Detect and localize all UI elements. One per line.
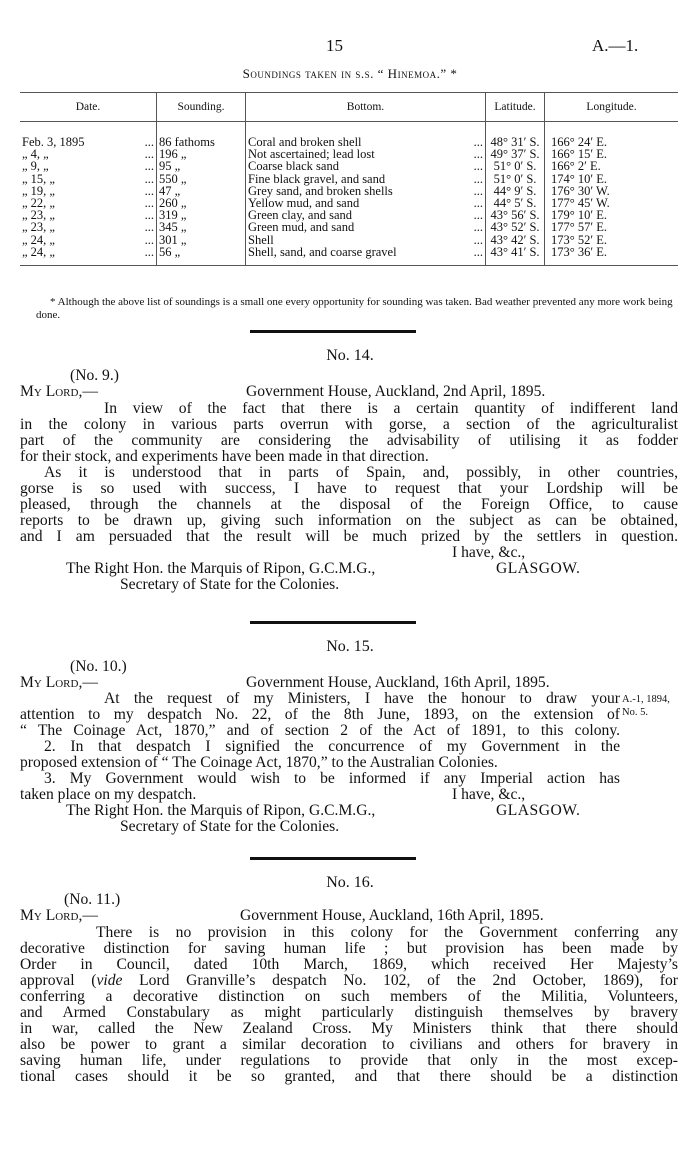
latitude-cell-text: 43° 56′ S.	[490, 208, 540, 223]
signature: GLASGOW.	[496, 802, 581, 819]
leader-dots: ...	[144, 196, 154, 211]
latitude-cell-text: 43° 42′ S.	[490, 232, 540, 247]
sounding-cell-text: 95 „	[159, 159, 181, 174]
bottom-cell-text: Not ascertained; lead lost	[248, 147, 375, 162]
addressee-title: Secretary of State for the Colonies.	[120, 818, 340, 835]
leader-dots: ...	[473, 183, 483, 198]
addressee-title: Secretary of State for the Colonies.	[120, 576, 340, 593]
column-header-sounding: Sounding.	[157, 93, 246, 122]
leader-dots: ...	[473, 220, 483, 235]
latitude-cell-text: 48° 31′ S.	[490, 135, 540, 149]
latitude-cell-text: 51° 0′ S.	[493, 159, 537, 174]
body-line: 3. My Government would wish to be informed if any Imperial action has	[44, 770, 620, 787]
closing: I have, &c.,	[452, 786, 526, 803]
column-header-longitude: Longitude.	[545, 93, 679, 122]
longitude-cell-text: 179° 10′ E.	[551, 208, 607, 223]
body-line: conferring a decorative distinction on such members of the Militia, Volunteers,	[20, 988, 678, 1005]
latitude-cell-text: 43° 52′ S.	[490, 220, 540, 235]
date-cell-text: „ 24, „	[22, 232, 55, 247]
leader-dots: ...	[144, 244, 154, 259]
sounding-cell-text: 47 „	[159, 183, 181, 198]
body-line: gorse is so used with success, I have to request that your Lordship will be	[20, 480, 678, 497]
leader-dots: ...	[473, 135, 483, 149]
body-line: taken place on my despatch.	[20, 786, 197, 803]
column-header-date: Date.	[20, 93, 157, 122]
latitude-cell-text: 44° 5′ S.	[493, 196, 537, 211]
sounding-cell-text: 86 fathoms	[159, 135, 215, 149]
date-cell-text: „ 22, „	[22, 196, 55, 211]
body-line: “ The Coinage Act, 1870,” and of section 2 of the Act of 1891, to this colony.	[20, 722, 620, 739]
leader-dots: ...	[144, 147, 154, 162]
sounding-cell-text: 260 „	[159, 196, 187, 211]
document-reference: A.—1.	[592, 36, 639, 55]
body-line: As it is understood that in parts of Spain, and, possibly, in other countries,	[44, 464, 678, 481]
bottom-cell-text: Coarse black sand	[248, 159, 339, 174]
leader-dots: ...	[473, 147, 483, 162]
leader-dots: ...	[144, 220, 154, 235]
body-line	[20, 973, 678, 989]
longitude-cell-text: 174° 10′ E.	[551, 171, 607, 186]
latitude-cell-text: 51° 0′ S.	[493, 171, 537, 186]
bottom-cell-text: Shell, sand, and coarse gravel	[248, 244, 397, 259]
latitude-cell	[486, 246, 545, 266]
letter-heading: No. 16.	[326, 874, 374, 891]
date-cell-text: „ 19, „	[22, 183, 55, 198]
sounding-cell	[157, 246, 246, 266]
sounding-cell-text: 345 „	[159, 220, 187, 235]
salutation: My Lord,—	[20, 907, 98, 924]
latitude-cell-text: 43° 41′ S.	[490, 244, 540, 259]
signature: GLASGOW.	[496, 560, 581, 577]
date-cell-text: „ 15, „	[22, 171, 55, 186]
salutation: My Lord,—	[20, 383, 98, 400]
body-line: pleased, through the channels at the disposal of the Foreign Office, to cause	[20, 496, 678, 513]
longitude-cell-text: 177° 57′ E.	[551, 220, 607, 235]
leader-dots: ...	[144, 232, 154, 247]
body-line: tional cases should it be so granted, and that there should be a distinction	[20, 1068, 678, 1085]
section-divider	[250, 330, 416, 333]
latitude-cell-text: 44° 9′ S.	[493, 183, 537, 198]
addressee: The Right Hon. the Marquis of Ripon, G.C.M.G.,	[66, 560, 376, 577]
bottom-cell-text: Shell	[248, 232, 274, 247]
body-line: part of the community are considering the advisability of utilising it as fodder	[20, 432, 678, 449]
longitude-cell-text: 166° 24′ E.	[551, 135, 607, 149]
body-line: in the colony in various parts overrun with gorse, a section of the agriculturalist	[20, 416, 678, 433]
body-line: and Armed Constabulary as might particularly distinguish themselves by bravery	[20, 1004, 678, 1021]
longitude-cell	[545, 246, 679, 266]
body-line: for their stock, and experiments have been made in that direction.	[20, 448, 429, 465]
body-line: and I am persuaded that the result will be much prized by the settlers in question.	[20, 528, 678, 545]
bottom-cell-text: Grey sand, and broken shells	[248, 183, 393, 198]
longitude-cell-text: 176° 30′ W.	[551, 183, 610, 198]
despatch-number: (No. 10.)	[70, 658, 127, 675]
sounding-cell-text: 301 „	[159, 232, 187, 247]
addressee: The Right Hon. the Marquis of Ripon, G.C.M.G.,	[66, 802, 376, 819]
sounding-cell-text: 196 „	[159, 147, 187, 162]
date-cell-text: „ 23, „	[22, 208, 55, 223]
place-date: Government House, Auckland, 16th April, 1895.	[240, 907, 544, 924]
date-cell-text: „ 9, „	[22, 159, 49, 174]
soundings-footnote: * Although the above list of soundings is a small one every opportunity for sounding was taken. Bad weather prevented any more work being done.	[36, 296, 673, 321]
latitude-cell-text: 49° 37′ S.	[490, 147, 540, 162]
salutation: My Lord,—	[20, 674, 98, 691]
body-line: saving human life, under regulations to provide that only in the most excep-	[20, 1052, 678, 1069]
bottom-cell	[246, 246, 486, 266]
body-text: Lord Granville’s despatch No. 102, of the 2nd October, 1869), for	[122, 972, 678, 989]
body-line: also be power to grant a similar decoration to civilians and others for bravery in	[20, 1036, 678, 1053]
sounding-cell-text: 56 „	[159, 244, 181, 259]
bottom-cell-text: Green mud, and sand	[248, 220, 355, 235]
date-cell-text: Feb. 3, 1895	[22, 135, 85, 149]
date-cell-text: „ 4, „	[22, 147, 49, 162]
body-line: In view of the fact that there is a certain quantity of indifferent land	[104, 400, 678, 417]
leader-dots: ...	[144, 135, 154, 149]
column-header-latitude: Latitude.	[486, 93, 545, 122]
body-line: 2. In that despatch I signified the concurrence of my Government in the	[44, 738, 620, 755]
place-date: Government House, Auckland, 2nd April, 1895.	[246, 383, 546, 400]
leader-dots: ...	[473, 232, 483, 247]
page-number: 15	[326, 36, 343, 55]
body-line: attention to my despatch No. 22, of the 8th June, 1893, on the extension of	[20, 706, 620, 723]
despatch-number: (No. 9.)	[70, 367, 119, 384]
date-cell-text: „ 23, „	[22, 220, 55, 235]
leader-dots: ...	[473, 208, 483, 223]
body-line: reports to be drawn up, giving such information on the subject as can be obtained,	[20, 512, 678, 529]
leader-dots: ...	[144, 171, 154, 186]
bottom-cell-text: Fine black gravel, and sand	[248, 171, 386, 186]
sounding-cell-text: 550 „	[159, 171, 187, 186]
margin-note: A.-1, 1894,	[622, 694, 670, 705]
date-cell-text: „ 24, „	[22, 244, 55, 259]
bottom-cell-text: Green clay, and sand	[248, 208, 353, 223]
date-cell	[20, 246, 157, 266]
table-row	[20, 246, 678, 266]
bottom-cell-text: Yellow mud, and sand	[248, 196, 360, 211]
body-line: Order in Council, dated 10th March, 1869, which received Her Majesty’s	[20, 956, 678, 973]
longitude-cell-text: 173° 52′ E.	[551, 232, 607, 247]
body-line: decorative distinction for saving human life ; but provision has been made by	[20, 940, 678, 957]
column-header-bottom: Bottom.	[246, 93, 486, 122]
leader-dots: ...	[473, 244, 483, 259]
longitude-cell-text: 177° 45′ W.	[551, 196, 610, 211]
leader-dots: ...	[473, 196, 483, 211]
leader-dots: ...	[473, 171, 483, 186]
body-line: At the request of my Ministers, I have the honour to draw your	[104, 690, 620, 707]
longitude-cell-text: 166° 2′ E.	[551, 159, 601, 174]
body-text: approval (	[20, 972, 97, 989]
letter-heading: No. 14.	[326, 347, 374, 364]
leader-dots: ...	[144, 208, 154, 223]
soundings-table	[20, 92, 678, 266]
closing: I have, &c.,	[452, 544, 526, 561]
despatch-number: (No. 11.)	[64, 891, 121, 908]
leader-dots: ...	[144, 159, 154, 174]
place-date: Government House, Auckland, 16th April, 1895.	[246, 674, 550, 691]
leader-dots: ...	[144, 183, 154, 198]
body-line: proposed extension of “ The Coinage Act, 1870,” to the Australian Colonies.	[20, 754, 498, 771]
longitude-cell-text: 166° 15′ E.	[551, 147, 607, 162]
letter-heading: No. 15.	[326, 638, 374, 655]
body-line: There is no provision in this colony for the Government conferring any	[96, 924, 678, 941]
soundings-caption: Soundings taken in s.s. “ Hinemoa.” *	[242, 66, 458, 81]
section-divider	[250, 857, 416, 860]
margin-note: No. 5.	[622, 707, 648, 718]
body-line: in war, called the New Zealand Cross. My Ministers think that there should	[20, 1020, 678, 1037]
leader-dots: ...	[473, 159, 483, 174]
bottom-cell-text: Coral and broken shell	[248, 135, 362, 149]
bottom-cell	[246, 221, 486, 233]
italic-text: vide	[96, 972, 123, 989]
longitude-cell-text: 173° 36′ E.	[551, 244, 607, 259]
sounding-cell-text: 319 „	[159, 208, 187, 223]
section-divider	[250, 621, 416, 624]
